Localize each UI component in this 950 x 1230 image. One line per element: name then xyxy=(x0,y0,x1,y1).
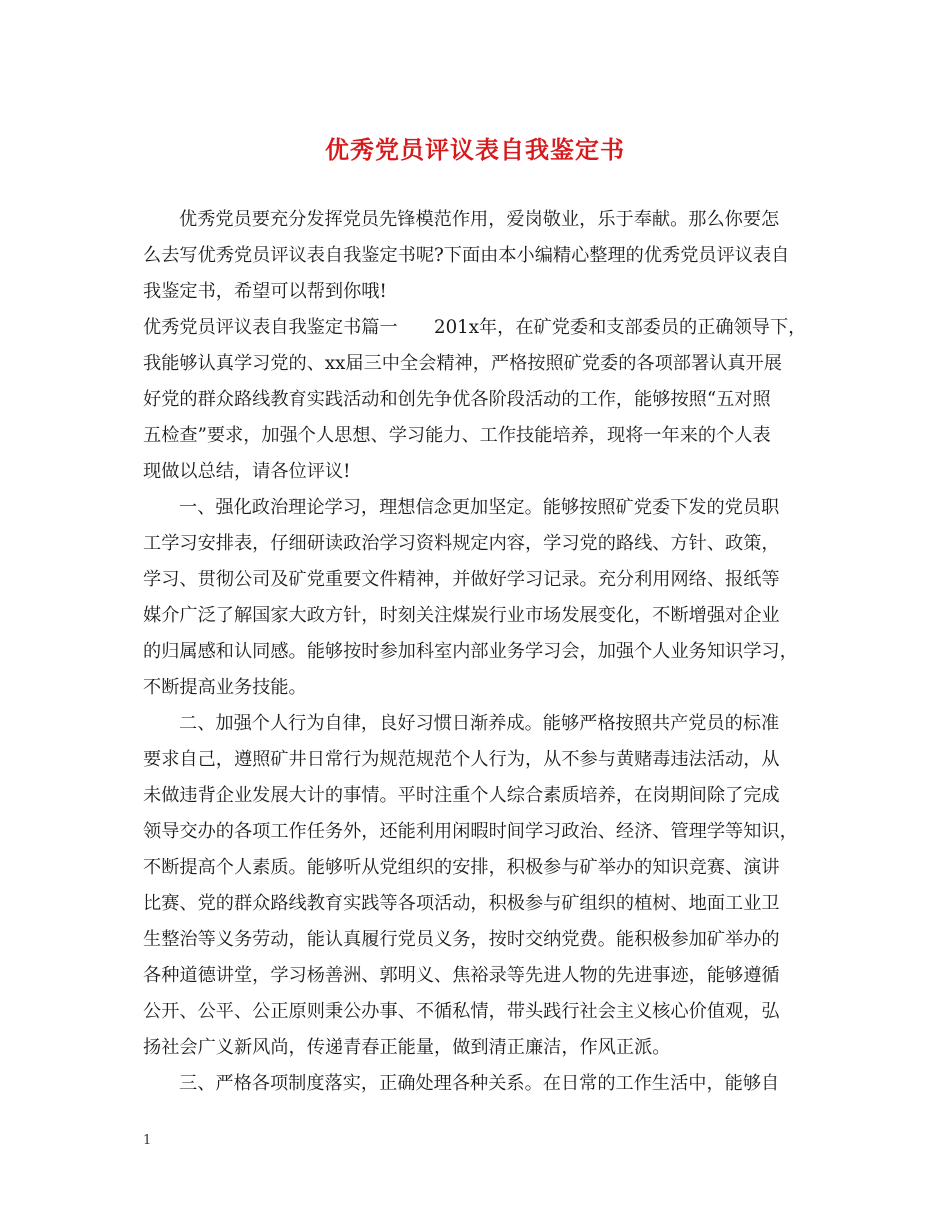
paragraph-line: 五检查”要求，加强个人思想、学习能力、工作技能培养，现将一年来的个人表 xyxy=(143,425,771,446)
paragraph-line: 生整治等义务劳动，能认真履行党员义务，按时交纳党费。能积极参加矿举办的 xyxy=(143,929,780,950)
paragraph-line: 公开、公平、公正原则秉公办事、不循私情，带头践行社会主义核心价值观，弘 xyxy=(143,1001,780,1022)
document-title: 优秀党员评议表自我鉴定书 xyxy=(325,136,625,164)
paragraph-line: 要求自己，遵照矿井日常行为规范规范个人行为，从不参与黄赌毒违法活动，从 xyxy=(143,749,780,770)
paragraph-line: 工学习安排表，仔细研读政治学习资料规定内容，学习党的路线、方针、政策， xyxy=(143,533,780,554)
paragraph-line: 好党的群众路线教育实践活动和创先争优各阶段活动的工作，能够按照“五对照 xyxy=(143,389,771,410)
paragraph-line: 一、强化政治理论学习，理想信念更加坚定。能够按照矿党委下发的党员职 xyxy=(179,497,780,518)
paragraph-line: 不断提高业务技能。 xyxy=(143,677,307,698)
paragraph-line: 么去写优秀党员评议表自我鉴定书呢?下面由本小编精心整理的优秀党员评议表自 xyxy=(143,245,790,266)
paragraph-line: 比赛、党的群众路线教育实践等各项活动，积极参与矿组织的植树、地面工业卫 xyxy=(143,893,780,914)
paragraph-line: 不断提高个人素质。能够听从党组织的安排，积极参与矿举办的知识竞赛、演讲 xyxy=(143,857,780,878)
paragraph-line: 三、严格各项制度落实，正确处理各种关系。在日常的工作生活中，能够自 xyxy=(179,1073,780,1094)
paragraph-line: 学习、贯彻公司及矿党重要文件精神，并做好学习记录。充分利用网络、报纸等 xyxy=(143,569,780,590)
paragraph-line: 现做以总结，请各位评议! xyxy=(143,461,351,482)
paragraph-line: 优秀党员评议表自我鉴定书篇一 201x年，在矿党委和支部委员的正确领导下， xyxy=(143,317,807,338)
paragraph-line: 优秀党员要充分发挥党员先锋模范作用，爱岗敬业，乐于奉献。那么你要怎 xyxy=(179,209,780,230)
paragraph-line: 二、加强个人行为自律，良好习惯日渐养成。能够严格按照共产党员的标准 xyxy=(179,713,780,734)
paragraph-line: 扬社会广义新风尚，传递青春正能量，做到清正廉洁，作风正派。 xyxy=(143,1037,671,1058)
paragraph-line: 媒介广泛了解国家大政方针，时刻关注煤炭行业市场发展变化，不断增强对企业 xyxy=(143,605,780,626)
paragraph-line: 未做违背企业发展大计的事情。平时注重个人综合素质培养，在岗期间除了完成 xyxy=(143,785,780,806)
paragraph-line: 我鉴定书，希望可以帮到你哦! xyxy=(143,281,387,302)
paragraph-line: 我能够认真学习党的、xx届三中全会精神，严格按照矿党委的各项部署认真开展 xyxy=(143,353,782,374)
paragraph-line: 各种道德讲堂，学习杨善洲、郭明义、焦裕录等先进人物的先进事迹，能够遵循 xyxy=(143,965,780,986)
paragraph-line: 的归属感和认同感。能够按时参加科室内部业务学习会，加强个人业务知识学习， xyxy=(143,641,798,662)
paragraph-line: 领导交办的各项工作任务外，还能利用闲暇时间学习政治、经济、管理学等知识， xyxy=(143,821,798,842)
page-number: 1 xyxy=(143,1133,152,1148)
